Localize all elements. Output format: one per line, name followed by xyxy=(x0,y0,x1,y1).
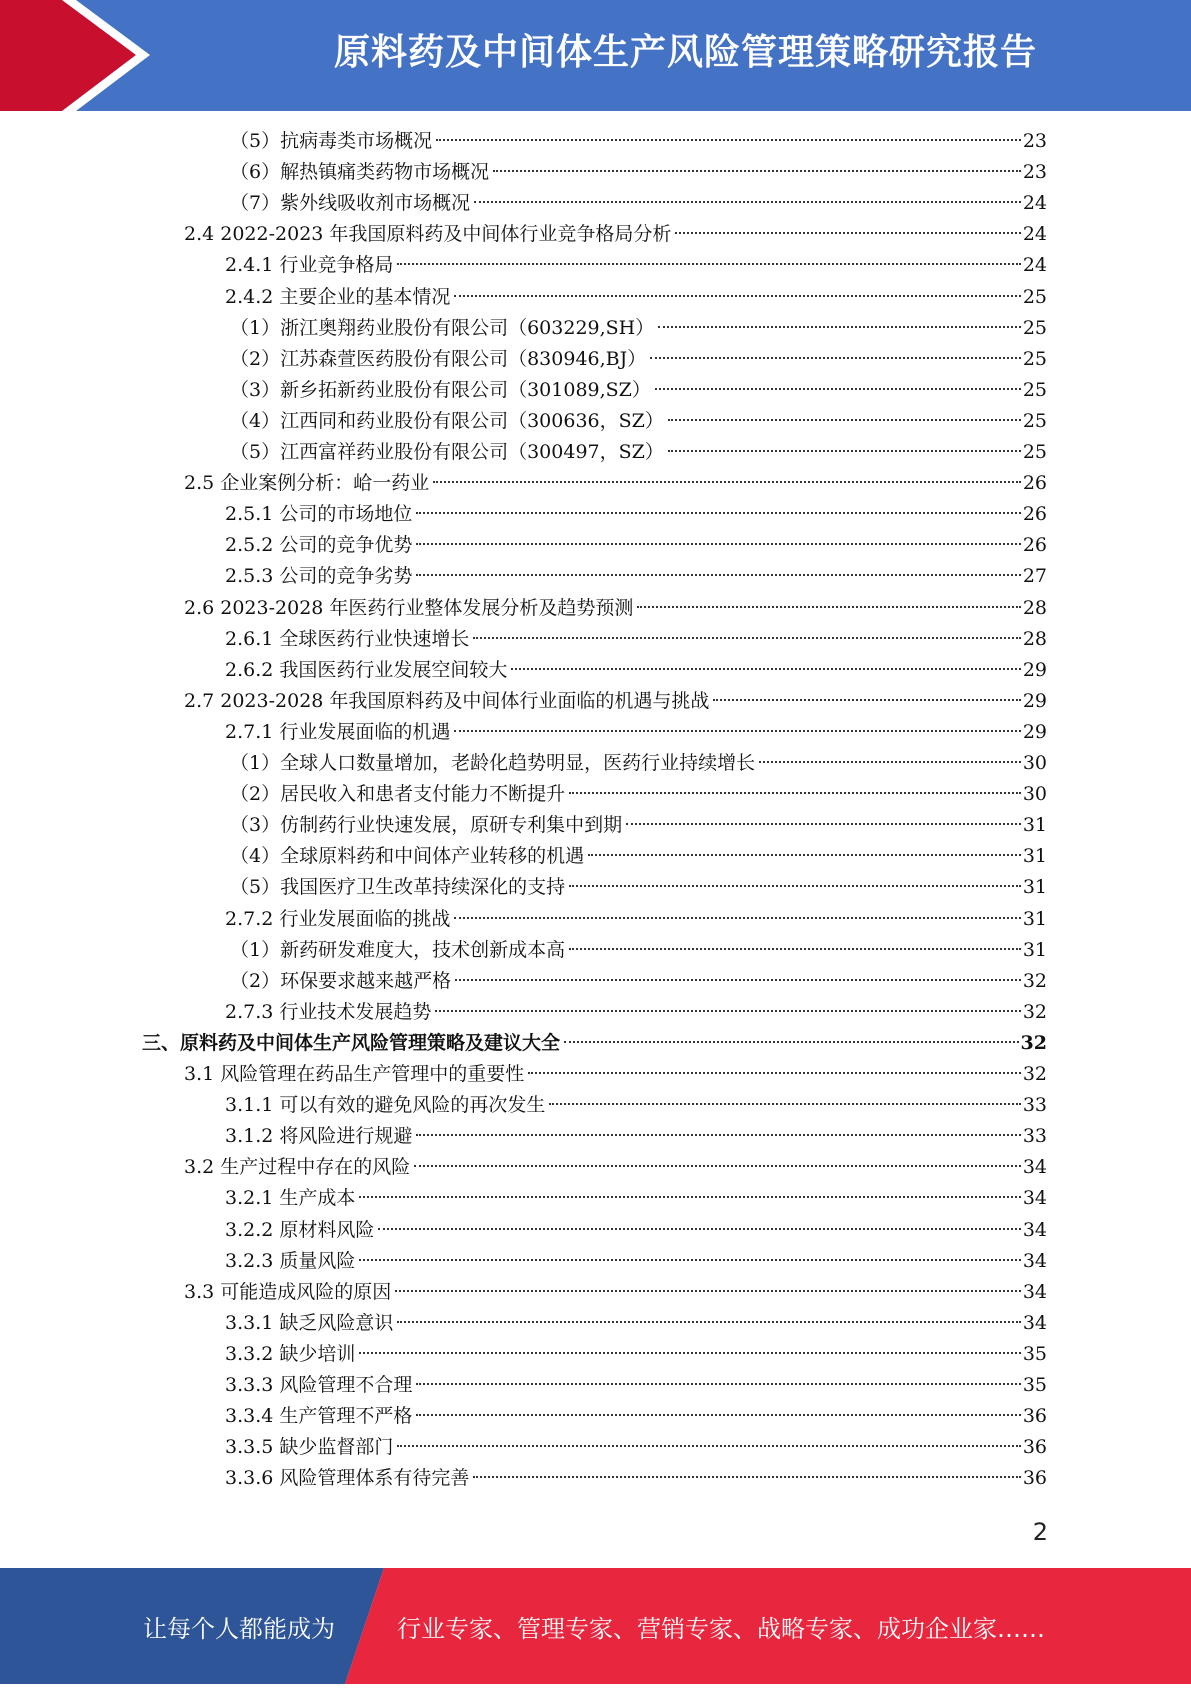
toc-entry[interactable] xyxy=(230,872,1047,903)
toc-entry[interactable] xyxy=(230,748,1047,779)
toc-entry-title: 3.2.1 生产成本 xyxy=(225,1187,356,1209)
toc-leader-dots xyxy=(564,1041,1019,1043)
toc-leader-dots xyxy=(650,357,1021,359)
toc-entry-title: 2.5.3 公司的竞争劣势 xyxy=(225,565,413,587)
toc-entry-title: 2.4 2022-2023 年我国原料药及中间体行业竞争格局分析 xyxy=(184,223,672,245)
toc-entry-title: 3.3.2 缺少培训 xyxy=(225,1343,356,1365)
toc-entry-title: 3.1 风险管理在药品生产管理中的重要性 xyxy=(184,1063,525,1085)
toc-entry-title: （5）抗病毒类市场概况 xyxy=(230,130,433,152)
toc-entry-page: 29 xyxy=(1022,659,1047,681)
footer-slogan-left: 让每个人都能成为 xyxy=(143,1615,335,1643)
toc-entry-page: 32 xyxy=(1022,1001,1047,1023)
toc-leader-dots xyxy=(549,1103,1020,1105)
toc-entry-title: 2.5 企业案例分析：峆一药业 xyxy=(184,472,430,494)
toc-entry[interactable] xyxy=(184,1277,1047,1308)
toc-leader-dots xyxy=(569,885,1021,887)
toc-entry-page: 25 xyxy=(1022,441,1047,463)
toc-entry-title: 2.6.2 我国医药行业发展空间较大 xyxy=(225,659,508,681)
page-footer xyxy=(0,1568,1191,1684)
toc-entry-page: 34 xyxy=(1022,1156,1047,1178)
toc-entry-title: 3.1.2 将风险进行规避 xyxy=(225,1125,413,1147)
toc-entry[interactable] xyxy=(225,1339,1047,1370)
toc-entry[interactable] xyxy=(230,157,1047,188)
toc-entry-page: 31 xyxy=(1022,845,1047,867)
toc-entry[interactable] xyxy=(225,561,1047,592)
toc-entry-page: 26 xyxy=(1022,534,1047,556)
toc-leader-dots xyxy=(588,854,1021,856)
toc-leader-dots xyxy=(416,574,1020,576)
toc-entry[interactable] xyxy=(225,1308,1047,1339)
toc-leader-dots xyxy=(474,201,1021,203)
toc-entry-title: （1）浙江奥翔药业股份有限公司（603229,SH） xyxy=(230,317,655,339)
toc-entry-page: 33 xyxy=(1022,1125,1047,1147)
toc-leader-dots xyxy=(454,730,1020,732)
toc-entry-page: 33 xyxy=(1022,1094,1047,1116)
toc-leader-dots xyxy=(655,388,1021,390)
toc-leader-dots xyxy=(359,1196,1020,1198)
toc-leader-dots xyxy=(454,295,1020,297)
toc-leader-dots xyxy=(433,481,1021,483)
toc-entry[interactable] xyxy=(230,126,1047,157)
toc-entry[interactable] xyxy=(225,499,1047,530)
toc-leader-dots xyxy=(435,1010,1020,1012)
toc-entry[interactable] xyxy=(230,935,1047,966)
toc-entry-page: 36 xyxy=(1022,1467,1047,1489)
toc-leader-dots xyxy=(511,668,1020,670)
toc-entry-title: 3.3.6 风险管理体系有待完善 xyxy=(225,1467,470,1489)
toc-entry-title: 2.6.1 全球医药行业快速增长 xyxy=(225,628,470,650)
toc-leader-dots xyxy=(454,917,1020,919)
toc-entry-title: 2.4.2 主要企业的基本情况 xyxy=(225,286,451,308)
toc-entry[interactable] xyxy=(225,1463,1047,1494)
toc-entry-page: 31 xyxy=(1022,876,1047,898)
toc-entry-page: 35 xyxy=(1022,1343,1047,1365)
toc-entry-page: 25 xyxy=(1022,348,1047,370)
toc-entry[interactable] xyxy=(225,1090,1047,1121)
toc-entry-title: （1）全球人口数量增加，老龄化趋势明显，医药行业持续增长 xyxy=(230,752,756,774)
toc-leader-dots xyxy=(416,1414,1020,1416)
toc-entry-page: 26 xyxy=(1022,472,1047,494)
toc-entry-title: （2）环保要求越来越严格 xyxy=(230,970,452,992)
toc-entry-page: 30 xyxy=(1022,752,1047,774)
toc-entry-title: （5）江西富祥药业股份有限公司（300497，SZ） xyxy=(230,441,664,463)
toc-entry[interactable] xyxy=(225,1432,1047,1463)
toc-leader-dots xyxy=(455,979,1021,981)
toc-entry[interactable] xyxy=(225,1370,1047,1401)
toc-entry-page: 26 xyxy=(1022,503,1047,525)
toc-entry-page: 34 xyxy=(1022,1312,1047,1334)
toc-entry[interactable] xyxy=(230,437,1047,468)
toc-entry-title: 3.2 生产过程中存在的风险 xyxy=(184,1156,411,1178)
toc-entry[interactable] xyxy=(230,779,1047,810)
toc-entry-page: 28 xyxy=(1022,597,1047,619)
toc-entry-page: 23 xyxy=(1022,130,1047,152)
toc-entry[interactable] xyxy=(230,188,1047,219)
toc-leader-dots xyxy=(416,543,1020,545)
toc-entry[interactable] xyxy=(230,841,1047,872)
toc-leader-dots xyxy=(378,1228,1020,1230)
toc-entry[interactable] xyxy=(230,375,1047,406)
toc-entry-title: 2.7 2023-2028 年我国原料药及中间体行业面临的机遇与挑战 xyxy=(184,690,710,712)
toc-entry-title: 3.3.1 缺乏风险意识 xyxy=(225,1312,394,1334)
toc-entry-title: 2.7.1 行业发展面临的机遇 xyxy=(225,721,451,743)
toc-entry-title: （4）全球原料药和中间体产业转移的机遇 xyxy=(230,845,585,867)
toc-entry-page: 32 xyxy=(1022,970,1047,992)
toc-entry[interactable] xyxy=(225,530,1047,561)
toc-entry-title: （7）紫外线吸收剂市场概况 xyxy=(230,192,471,214)
toc-entry-page: 28 xyxy=(1022,628,1047,650)
toc-entry-page: 24 xyxy=(1022,254,1047,276)
toc-entry-title: 2.7.2 行业发展面临的挑战 xyxy=(225,908,451,930)
toc-leader-dots xyxy=(668,419,1021,421)
toc-entry-title: 3.3.4 生产管理不严格 xyxy=(225,1405,413,1427)
toc-entry[interactable] xyxy=(230,406,1047,437)
toc-entry-page: 35 xyxy=(1022,1374,1047,1396)
page-header xyxy=(0,0,1191,111)
toc-entry-title: 3.3.3 风险管理不合理 xyxy=(225,1374,413,1396)
toc-entry-page: 25 xyxy=(1022,317,1047,339)
toc-leader-dots xyxy=(359,1259,1020,1261)
toc-entry[interactable] xyxy=(184,593,1047,624)
toc-leader-dots xyxy=(359,1352,1020,1354)
toc-entry-title: （4）江西同和药业股份有限公司（300636，SZ） xyxy=(230,410,664,432)
toc-leader-dots xyxy=(759,761,1021,763)
toc-entry-title: 3.3 可能造成风险的原因 xyxy=(184,1281,392,1303)
toc-entry-title: 2.4.1 行业竞争格局 xyxy=(225,254,394,276)
footer-slogan-right: 行业专家、管理专家、营销专家、战略专家、成功企业家…… xyxy=(397,1615,1045,1643)
toc-leader-dots xyxy=(473,637,1020,639)
page-number: 2 xyxy=(1032,1518,1048,1546)
toc-entry-page: 25 xyxy=(1022,286,1047,308)
toc-entry-title: （2）居民收入和患者支付能力不断提升 xyxy=(230,783,566,805)
toc-entry-page: 31 xyxy=(1022,814,1047,836)
toc-leader-dots xyxy=(395,1290,1021,1292)
toc-entry-title: 2.7.3 行业技术发展趋势 xyxy=(225,1001,432,1023)
toc-entry[interactable] xyxy=(184,1152,1047,1183)
toc-entry[interactable] xyxy=(225,1246,1047,1277)
toc-entry[interactable] xyxy=(225,717,1047,748)
toc-entry-title: 2.5.2 公司的竞争优势 xyxy=(225,534,413,556)
toc-entry[interactable] xyxy=(225,904,1047,935)
toc-entry[interactable] xyxy=(225,655,1047,686)
toc-leader-dots xyxy=(493,170,1021,172)
toc-leader-dots xyxy=(569,948,1021,950)
toc-entry[interactable] xyxy=(142,1028,1047,1059)
toc-entry[interactable] xyxy=(225,1121,1047,1152)
toc-entry-page: 25 xyxy=(1022,410,1047,432)
toc-entry-title: 三、原料药及中间体生产风险管理策略及建议大全 xyxy=(142,1032,561,1054)
toc-entry-title: （5）我国医疗卫生改革持续深化的支持 xyxy=(230,876,566,898)
toc-leader-dots xyxy=(416,1383,1020,1385)
toc-entry[interactable] xyxy=(230,810,1047,841)
toc-entry-page: 24 xyxy=(1022,223,1047,245)
toc-leader-dots xyxy=(397,1321,1020,1323)
toc-entry-page: 34 xyxy=(1022,1187,1047,1209)
report-title: 原料药及中间体生产风险管理策略研究报告 xyxy=(333,32,1037,73)
toc-entry-title: 2.5.1 公司的市场地位 xyxy=(225,503,413,525)
toc-entry[interactable] xyxy=(225,250,1047,281)
toc-entry-title: 2.6 2023-2028 年医药行业整体发展分析及趋势预测 xyxy=(184,597,634,619)
toc-entry-title: （3）仿制药行业快速发展，原研专利集中到期 xyxy=(230,814,623,836)
toc-entry[interactable] xyxy=(184,219,1047,250)
toc-entry[interactable] xyxy=(184,468,1047,499)
toc-leader-dots xyxy=(416,1134,1020,1136)
toc-entry-page: 34 xyxy=(1022,1281,1047,1303)
toc-leader-dots xyxy=(528,1072,1021,1074)
toc-leader-dots xyxy=(397,263,1020,265)
toc-entry[interactable] xyxy=(225,997,1047,1028)
toc-leader-dots xyxy=(668,450,1021,452)
toc-leader-dots xyxy=(658,326,1021,328)
toc-entry-page: 30 xyxy=(1022,783,1047,805)
toc-entry-title: 3.2.3 质量风险 xyxy=(225,1250,356,1272)
toc-entry[interactable] xyxy=(230,313,1047,344)
toc-entry-page: 23 xyxy=(1022,161,1047,183)
toc-entry-page: 34 xyxy=(1022,1219,1047,1241)
toc-entry[interactable] xyxy=(225,1215,1047,1246)
toc-entry-title: （6）解热镇痛类药物市场概况 xyxy=(230,161,490,183)
toc-entry-title: 3.1.1 可以有效的避免风险的再次发生 xyxy=(225,1094,546,1116)
toc-entry[interactable] xyxy=(230,966,1047,997)
toc-entry[interactable] xyxy=(225,624,1047,655)
toc-entry-page: 27 xyxy=(1022,565,1047,587)
toc-entry-page: 29 xyxy=(1022,690,1047,712)
toc-entry[interactable] xyxy=(230,344,1047,375)
toc-leader-dots xyxy=(713,699,1020,701)
toc-leader-dots xyxy=(436,139,1021,141)
toc-leader-dots xyxy=(397,1445,1020,1447)
toc-entry-page: 36 xyxy=(1022,1436,1047,1458)
toc-entry-page: 36 xyxy=(1022,1405,1047,1427)
toc-entry-page: 25 xyxy=(1022,379,1047,401)
toc-entry-title: 3.2.2 原材料风险 xyxy=(225,1219,375,1241)
toc-entry[interactable] xyxy=(225,1401,1047,1432)
toc-entry[interactable] xyxy=(225,282,1047,313)
toc-entry-title: 3.3.5 缺少监督部门 xyxy=(225,1436,394,1458)
toc-leader-dots xyxy=(637,606,1020,608)
toc-entry-title: （1）新药研发难度大，技术创新成本高 xyxy=(230,939,566,961)
toc-entry-title: （2）江苏森萱医药股份有限公司（830946,BJ） xyxy=(230,348,647,370)
toc-entry[interactable] xyxy=(184,686,1047,717)
toc-leader-dots xyxy=(416,512,1020,514)
toc-entry-page: 31 xyxy=(1022,939,1047,961)
toc-leader-dots xyxy=(675,232,1020,234)
toc-leader-dots xyxy=(569,792,1021,794)
toc-entry[interactable] xyxy=(225,1183,1047,1214)
toc-leader-dots xyxy=(626,823,1021,825)
toc-leader-dots xyxy=(414,1165,1021,1167)
toc-entry-page: 24 xyxy=(1022,192,1047,214)
toc-leader-dots xyxy=(473,1476,1020,1478)
toc-entry-page: 32 xyxy=(1020,1032,1047,1054)
toc-entry[interactable] xyxy=(184,1059,1047,1090)
toc-entry-title: （3）新乡拓新药业股份有限公司（301089,SZ） xyxy=(230,379,651,401)
toc-entry-page: 29 xyxy=(1022,721,1047,743)
toc-entry-page: 31 xyxy=(1022,908,1047,930)
toc-entry-page: 32 xyxy=(1022,1063,1047,1085)
toc-entry-page: 34 xyxy=(1022,1250,1047,1272)
